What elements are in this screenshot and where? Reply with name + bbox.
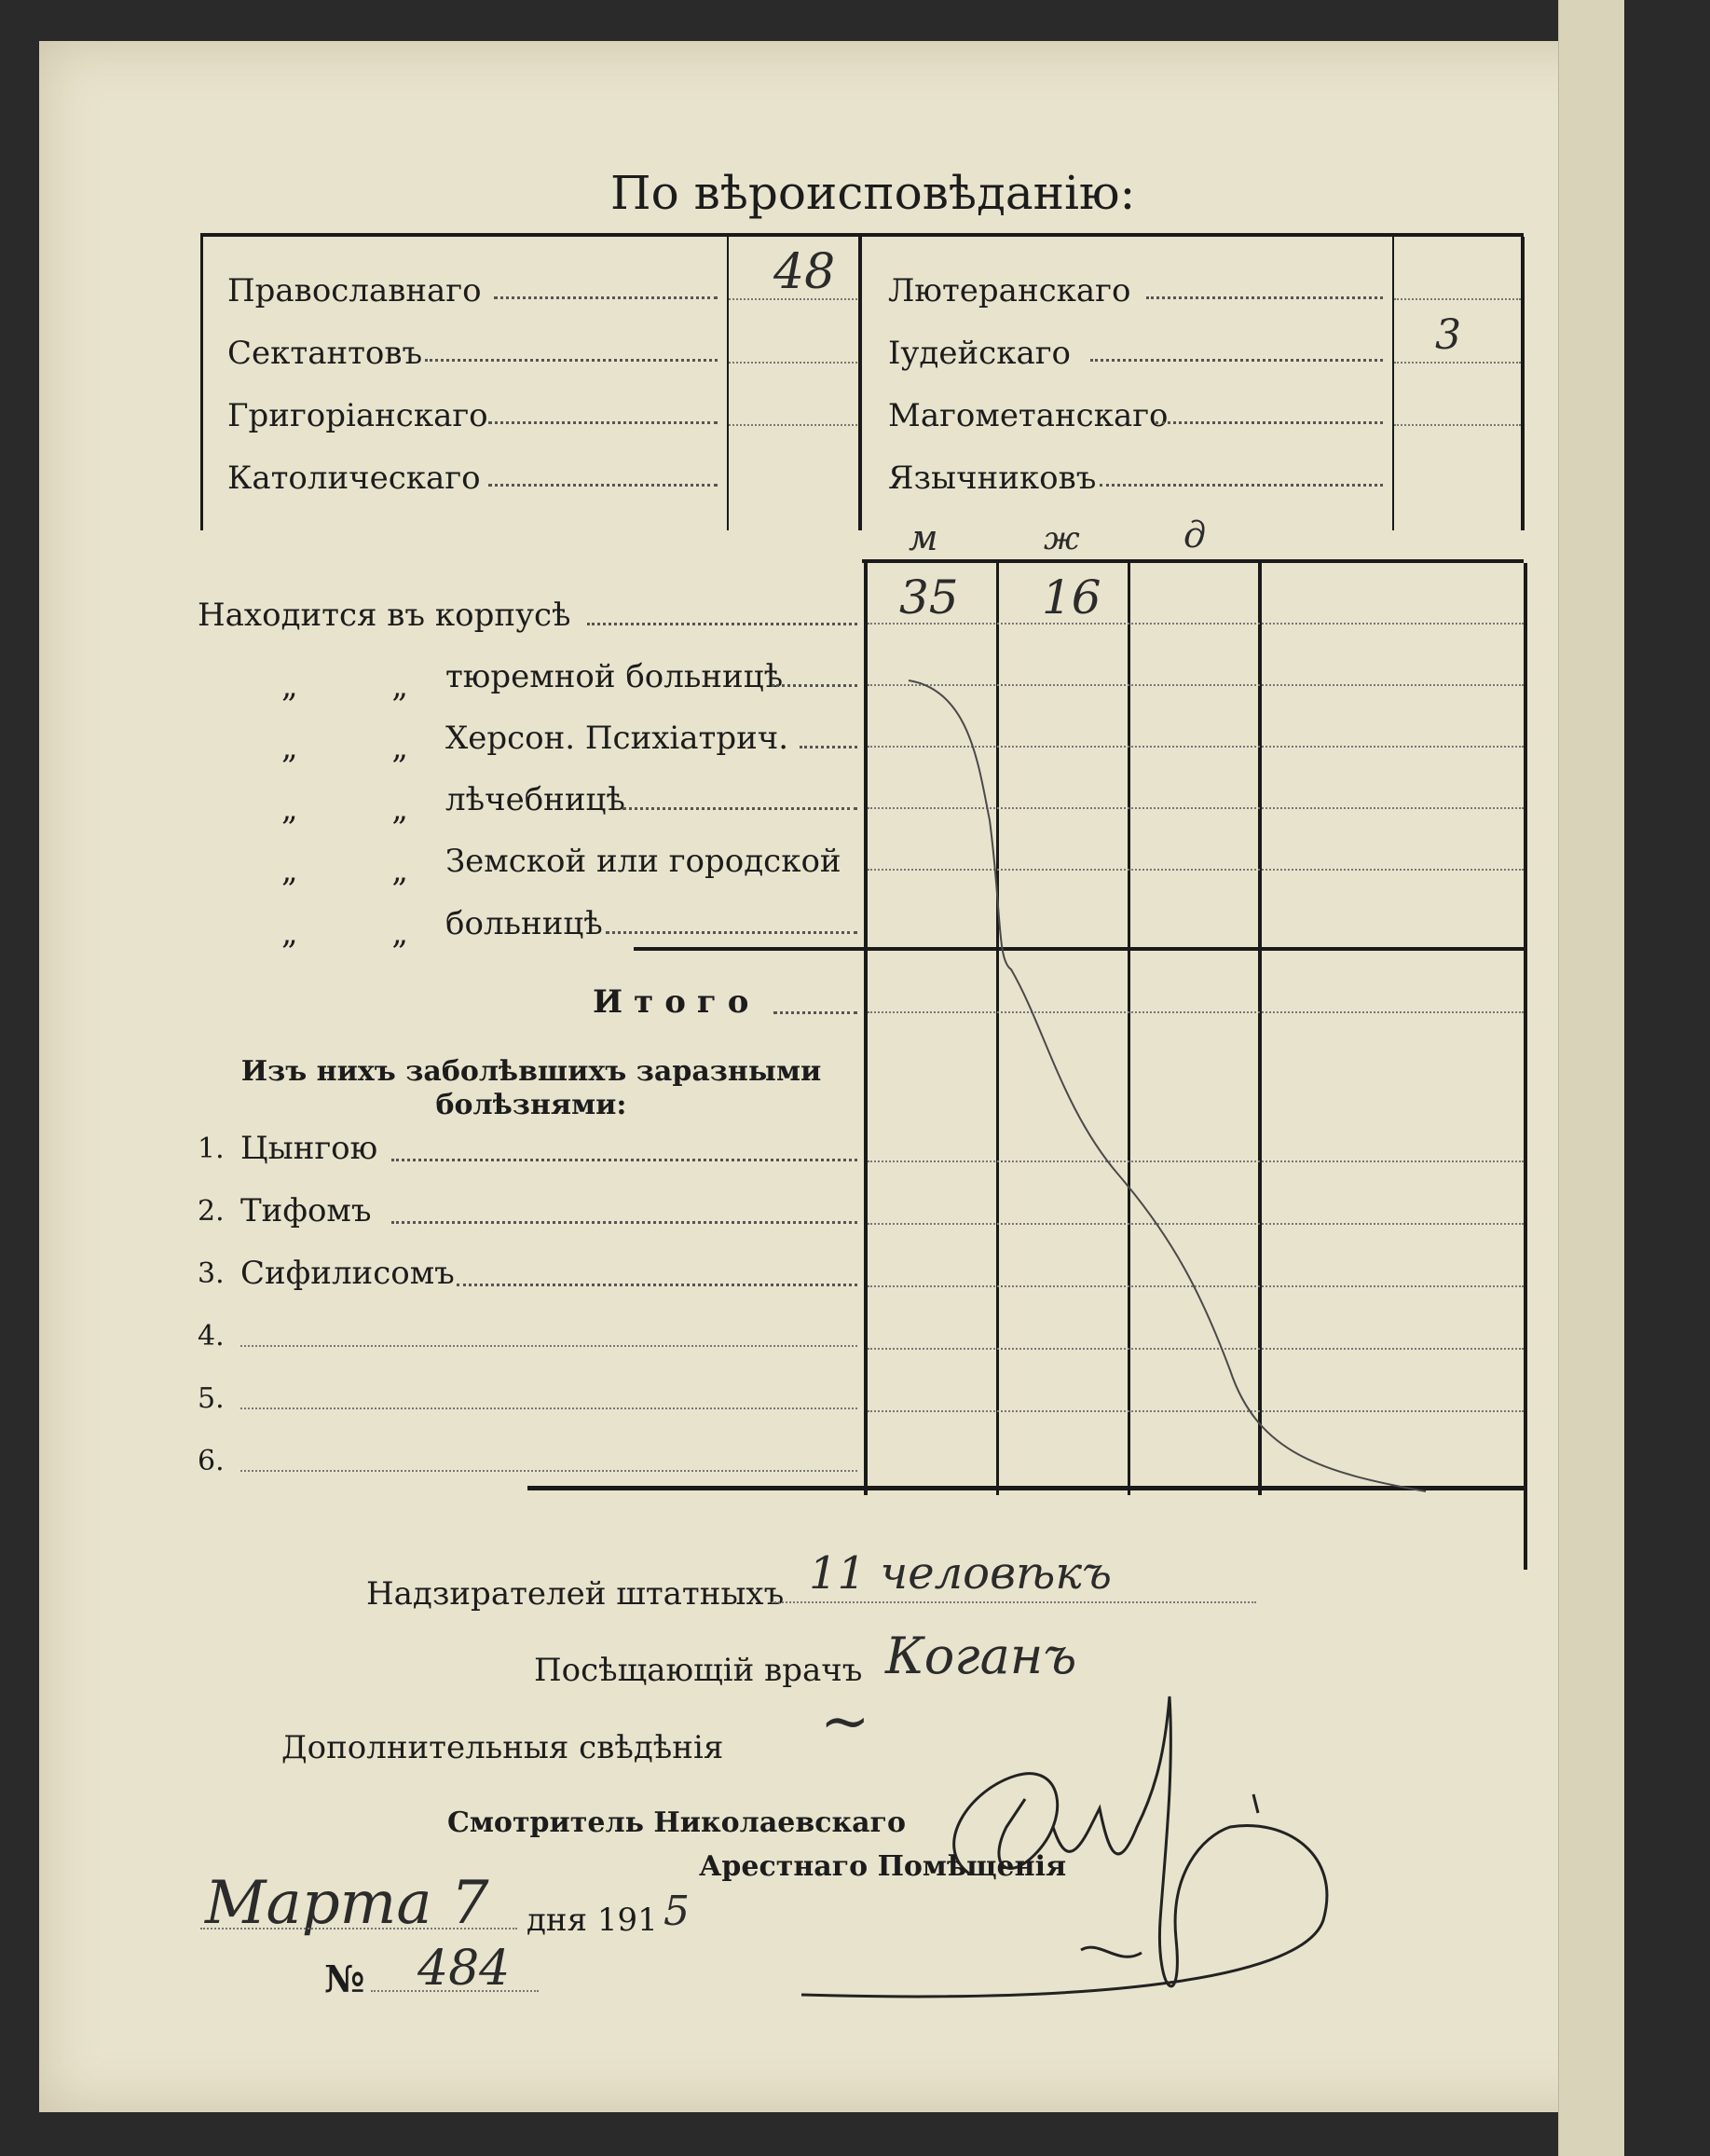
col-header-children: д [1183, 515, 1207, 556]
religion-value-orthodox: 48 [773, 244, 836, 300]
wardens-line [772, 1601, 1256, 1603]
religion-label-lutheran: Лютеранскаго [888, 272, 1131, 309]
col-header-female: ж [1044, 520, 1080, 557]
religion-label-catholic: Католическаго [227, 460, 481, 497]
wardens-value: 11 человѣкъ [809, 1547, 1113, 1600]
doctor-value: Коганъ [885, 1627, 1077, 1685]
value-building-female: 16 [1042, 570, 1101, 625]
disease-num: 3. [198, 1257, 225, 1290]
number-value: 484 [417, 1941, 511, 1997]
religion-value-judaic: 3 [1435, 311, 1461, 359]
disease-label-scurvy: Цынгою [240, 1130, 378, 1167]
col-header-male: м [909, 517, 938, 558]
extra-info-value: ~ [820, 1687, 870, 1756]
religion-label-pagan: Язычниковъ [888, 460, 1097, 497]
disease-num: 1. [198, 1133, 225, 1165]
disease-label-syphilis: Сифилисомъ [240, 1255, 455, 1292]
location-label-zemstvo: Земской или городской [445, 843, 841, 880]
total-label: Итого [593, 983, 760, 1021]
location-label-clinic: лѣчебницѣ [445, 781, 625, 818]
religion-label-muslim: Магометанскаго [888, 397, 1169, 434]
number-label: № [324, 1957, 365, 2001]
signer-title-line1: Смотритель Николаевскаго [447, 1806, 906, 1839]
disease-num: 4. [198, 1320, 225, 1353]
religion-title: По вѣроисповѣданію: [610, 166, 1136, 220]
disease-num: 5. [198, 1382, 225, 1415]
location-label-prison-hospital: тюремной больницѣ [445, 658, 784, 695]
disease-label-typhus: Тифомъ [240, 1192, 372, 1229]
location-label-building: Находится въ корпусѣ [198, 597, 571, 634]
religion-label-orthodox: Православнаго [227, 272, 482, 309]
ditto-marks: „ „ [281, 790, 409, 828]
date-label: дня 191 [527, 1902, 658, 1939]
religion-label-gregorian: Григоріанскаго [227, 397, 488, 434]
disease-num: 6. [198, 1445, 225, 1477]
ditto-marks: „ „ [281, 667, 409, 705]
doctor-label: Посѣщающій врачъ [534, 1652, 863, 1689]
date-handwritten: Марта 7 [205, 1869, 489, 1938]
ditto-marks: „ „ [281, 852, 409, 889]
value-building-male: 35 [899, 570, 959, 625]
location-label-hospital: больницѣ [445, 905, 603, 942]
religion-label-sectarian: Сектантовъ [227, 335, 423, 372]
ditto-marks: „ „ [281, 914, 409, 952]
date-line [200, 1928, 517, 1929]
year-handwritten: 5 [663, 1888, 690, 1935]
signer-title-line2: Арестнаго Помѣщенія [699, 1850, 1067, 1883]
disease-num: 2. [198, 1195, 225, 1228]
religion-label-judaic: Іудейскаго [888, 335, 1071, 372]
location-label-kherson-psych: Херсон. Психіатрич. [445, 720, 789, 757]
ditto-marks: „ „ [281, 729, 409, 766]
wardens-label: Надзирателей штатныхъ [366, 1575, 785, 1613]
extra-info-label: Дополнительныя свѣдѣнія [281, 1729, 724, 1766]
sick-heading: Изъ нихъ заболѣвшихъ заразными болѣзнями: [240, 1055, 822, 1121]
